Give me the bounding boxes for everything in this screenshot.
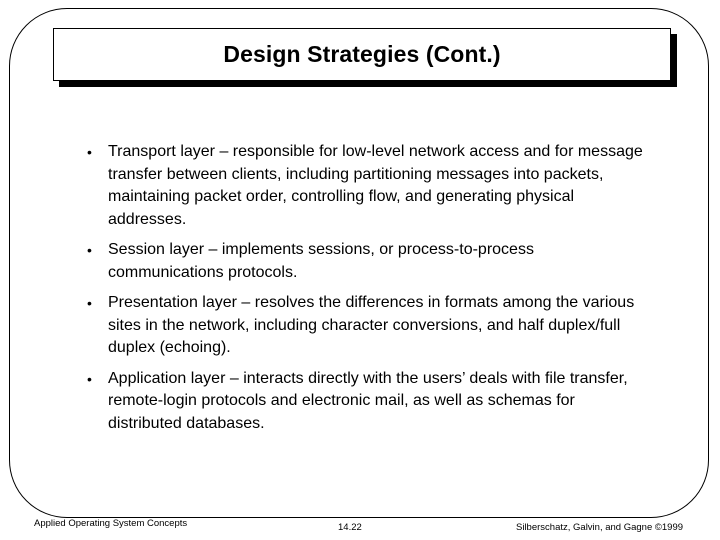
footer-authors: Silberschatz, Galvin, and Gagne ©1999 (516, 522, 684, 533)
footer-page-number: 14.22 (338, 522, 362, 533)
bullet-item (86, 141, 646, 231)
bullet-item (86, 368, 646, 436)
bullet-dot-icon: • (87, 144, 92, 160)
bullet-text: Presentation layer – resolves the differences in formats among the various sites in the network, including character conversions, and half duplex/full duplex (echoing). (108, 294, 635, 356)
footer-book-title: Applied Operating System Concepts (34, 518, 188, 529)
slide-title: Design Strategies (Cont.) (223, 41, 501, 67)
bullet-text: Application layer – interacts directly with the users’ deals with file transfer, remote-login protocols and electronic mail, as well as schemas for distributed databases. (108, 369, 628, 432)
bullet-list (86, 141, 646, 435)
bullet-dot-icon: • (87, 242, 92, 258)
bullet-text: Session layer – implements sessions, or process-to-process communications protocols. (108, 241, 534, 281)
bullet-item (86, 239, 646, 284)
bullet-dot-icon: • (87, 295, 92, 311)
bullet-item (86, 292, 646, 360)
bullet-dot-icon: • (87, 370, 92, 387)
title-box (53, 28, 671, 81)
bullet-text: Transport layer – responsible for low-level network access and for message transfer between clients, including partitioning messages into packets, maintaining packet order, controlling flow, and generating physical addresses. (108, 143, 643, 228)
